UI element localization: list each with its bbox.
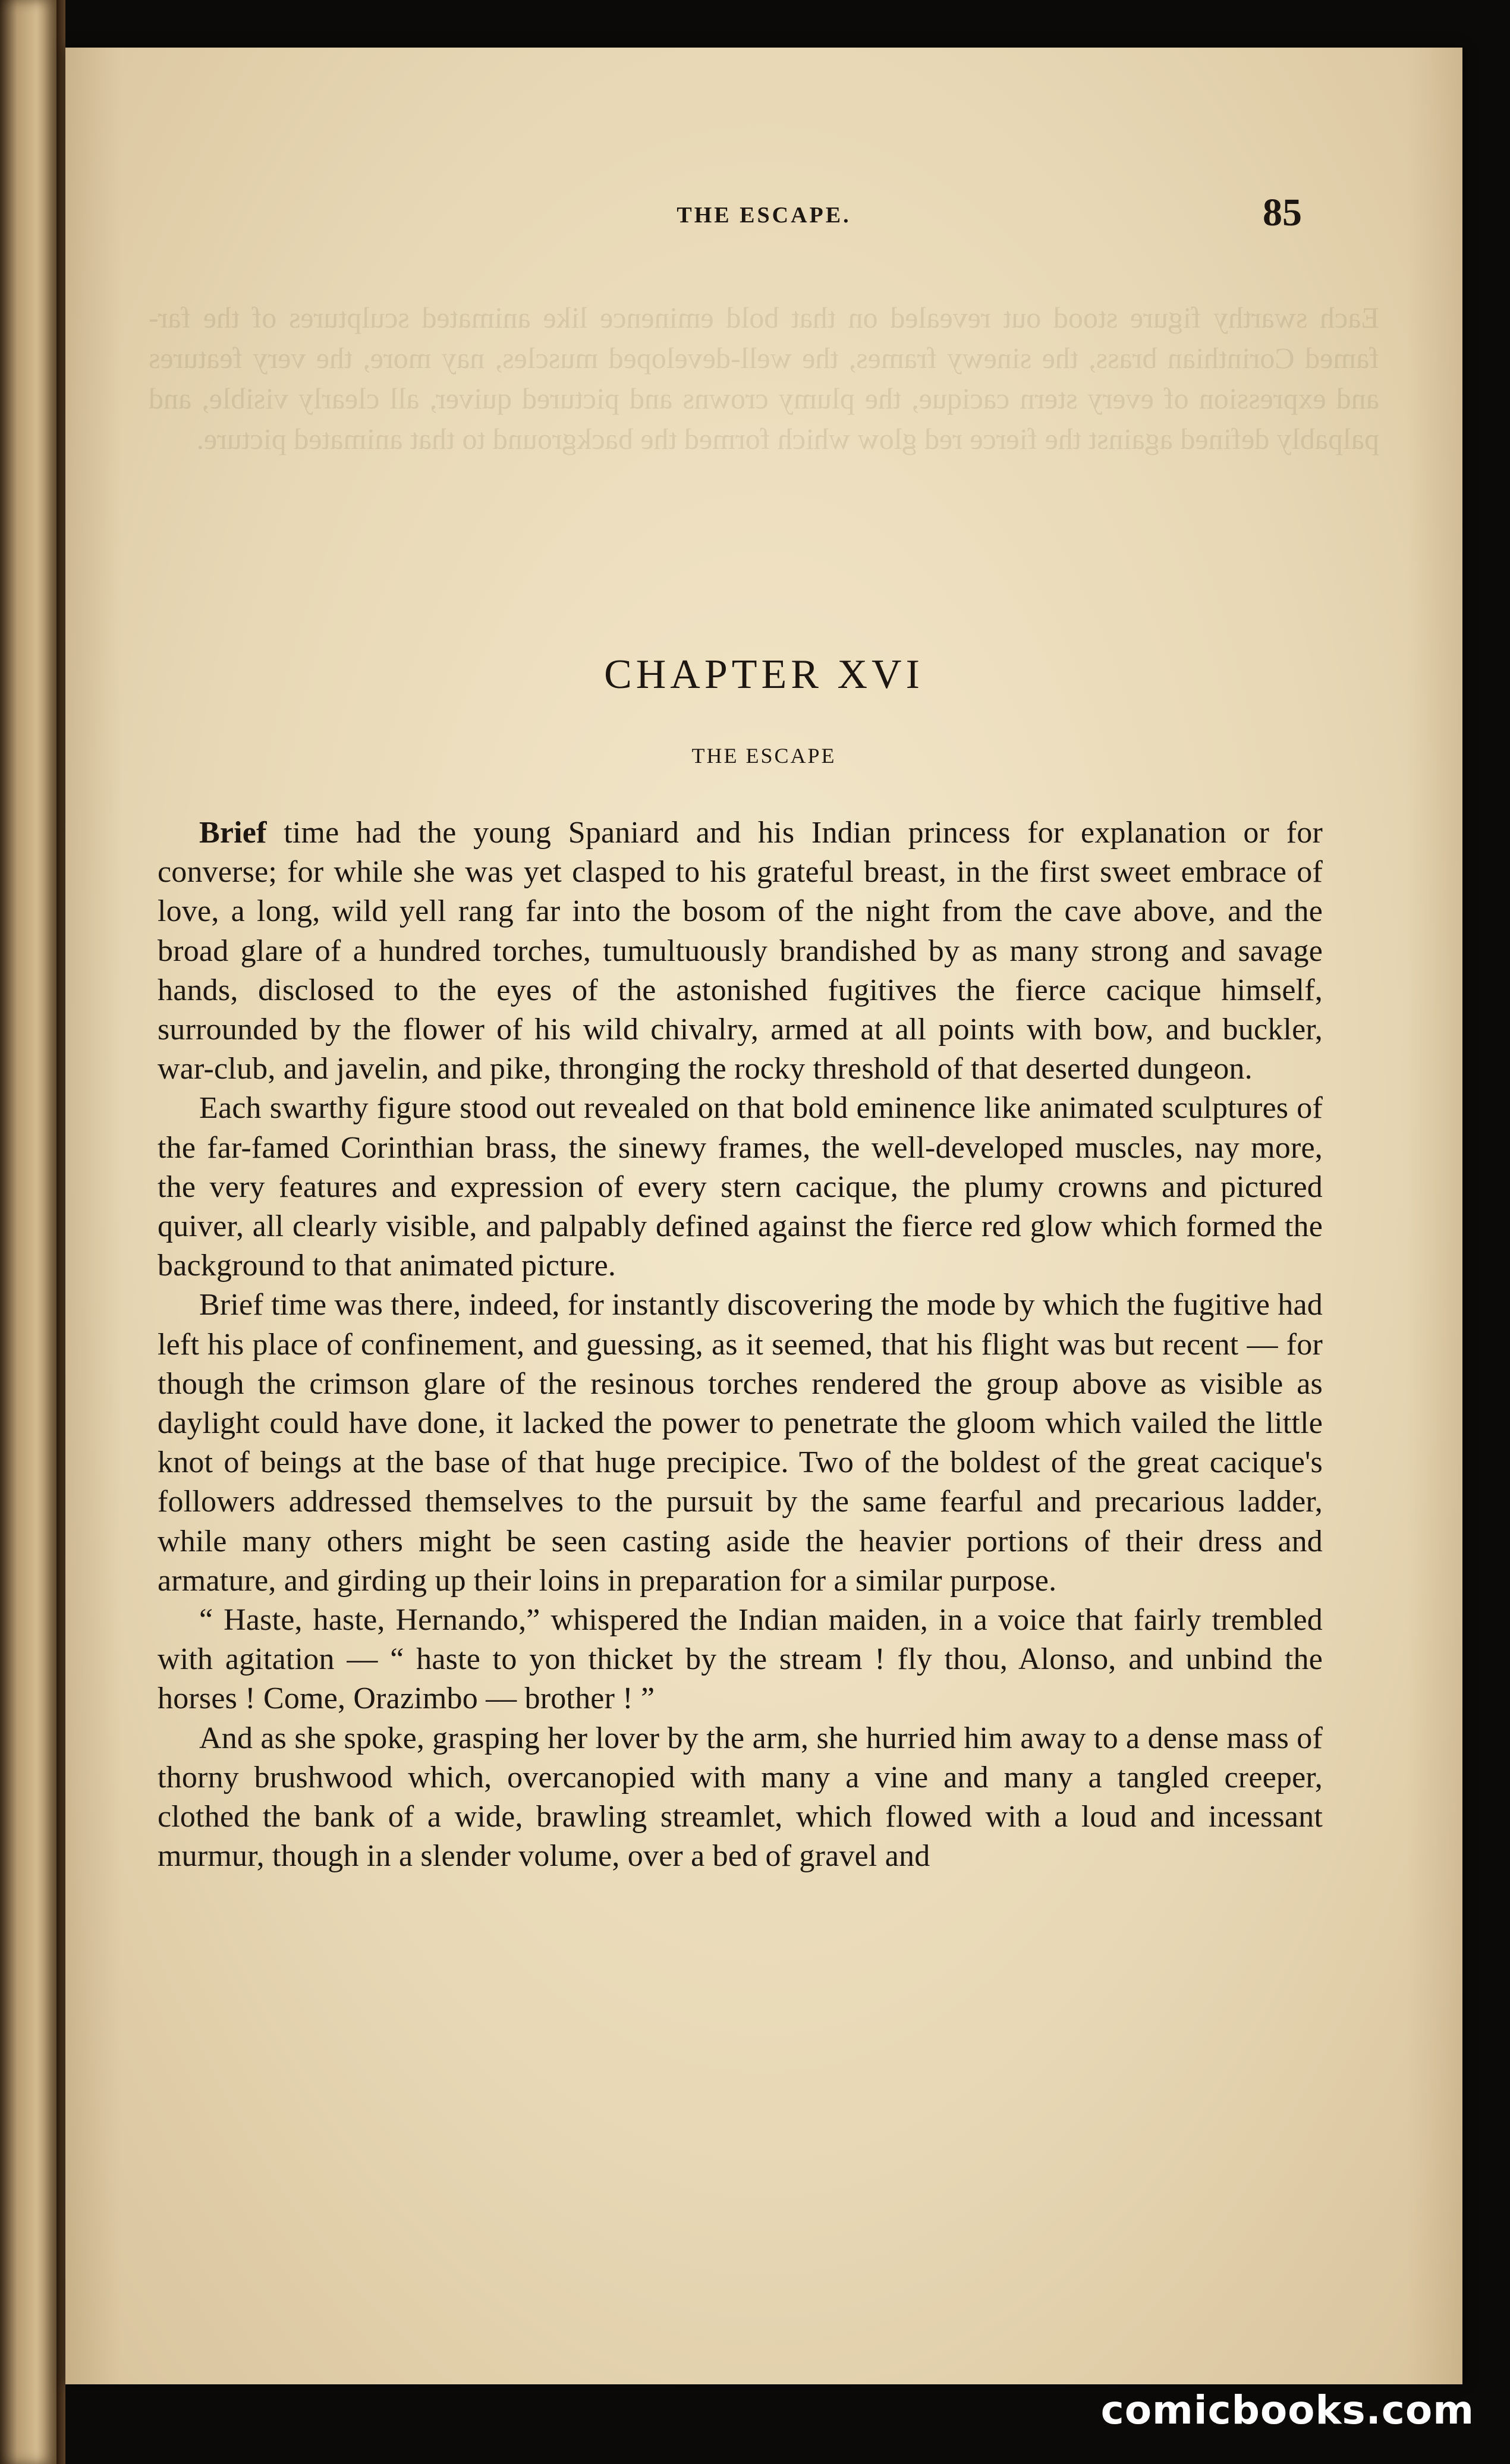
show-through-text: Each swarthy figure stood out revealed on that bold eminence like animated sculptures of the far-famed Corinthian brass, the sinewy frames, the well-developed muscles, nay more, the very features and expression of every stern cacique, the plumy crowns and pictured quiver, all clearly visible, and palpably defined against the fierce red glow which formed the background to that animated picture. <box>149 301 1379 455</box>
site-watermark: comicbooks.com <box>1100 2387 1474 2433</box>
facing-page-edge <box>0 0 56 2464</box>
running-head: THE ESCAPE. <box>677 203 851 228</box>
paragraph-1-text: time had the young Spaniard and his Indian princess for explanation or for converse; for while she was yet clasped to his grateful breast, in the first sweet embrace of love, a long, wild yell rang far into the bosom of the night from the cave above, and the broad glare of a hundred torches, tumultuously brandished by as many strong and savage hands, disclosed to the eyes of the astonished fugitives the fierce cacique himself, surrounded by the flower of his wild chivalry, armed at all points with bow, and buckler, war-club, and javelin, and pike, thronging the rocky threshold of that deserted dungeon. <box>158 816 1323 1086</box>
page-header <box>65 190 1462 244</box>
book-page <box>65 48 1462 2384</box>
chapter-subtitle: THE ESCAPE <box>691 744 836 768</box>
paragraph-3: Brief time was there, indeed, for instantly discovering the mode by which the fugitive had left his place of confinement, and guessing, as it seemed, that his flight was but recent — for though the crimson glare of the resinous torches rendered the group above as visible as daylight could have done, it lacked the power to penetrate the gloom which vailed the little knot of beings at the base of that huge precipice. Two of the boldest of the great cacique's followers addressed themselves to the pursuit by the same fearful and precarious ladder, while many others might be seen casting aside the heavier portions of their dress and armature, and girding up their loins in preparation for a similar purpose. <box>158 1288 1323 1598</box>
paragraph-5: And as she spoke, grasping her lover by the arm, she hurried him away to a dense mass of thorny brushwood which, overcanopied with many a vine and many a tangled creeper, clothed the bank of a wide, brawling streamlet, which flowed with a loud and incessant murmur, though in a slender volume, over a bed of gravel and <box>158 1721 1323 1874</box>
paragraph-4: “ Haste, haste, Hernando,” whispered the Indian maiden, in a voice that fairly trembled with agitation — “ haste to yon thicket by the stream ! fly thou, Alonso, and unbind the horses ! Come, Orazimbo — brother ! ” <box>158 1603 1323 1716</box>
page-number: 85 <box>1263 191 1302 234</box>
body-text <box>158 813 1323 1876</box>
lead-word: Brief <box>199 816 267 850</box>
paragraph-1 <box>158 813 1323 1089</box>
book-gutter <box>56 0 65 2464</box>
paragraph-2: Each swarthy figure stood out revealed on that bold eminence like animated sculptures of the far-famed Corinthian brass, the sinewy frames, the well-developed muscles, nay more, the very features and expression of every stern cacique, the plumy crowns and pictured quiver, all clearly visible, and palpably defined against the fierce red glow which formed the background to that animated picture. <box>158 1091 1323 1283</box>
chapter-title: CHAPTER XVI <box>604 652 924 697</box>
